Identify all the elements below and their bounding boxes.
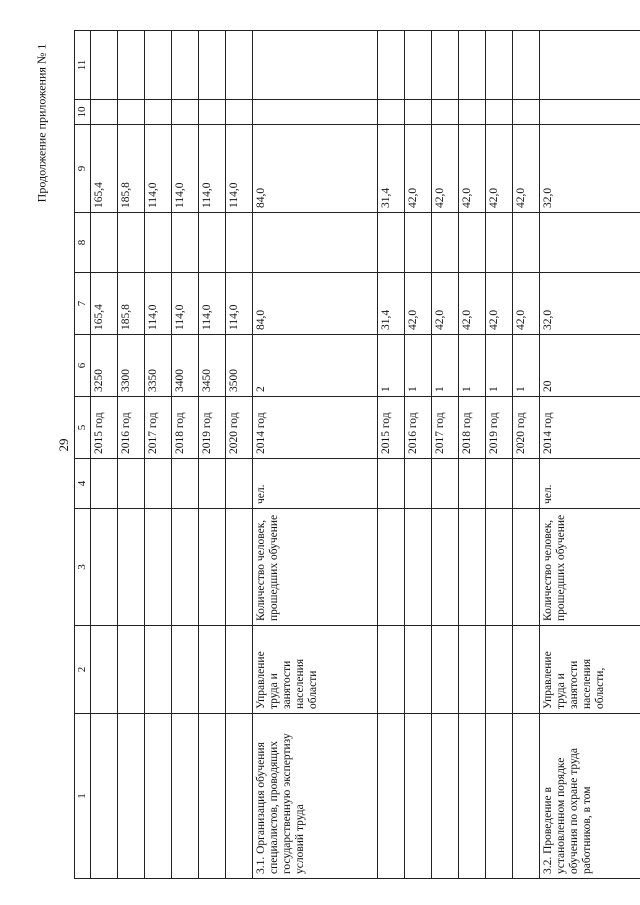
continuation-label: Продолжение приложения № 1 [34,43,49,203]
table-cell-col9: 114,0 [199,125,226,213]
table-cell-col2 [378,626,405,714]
table-cell-col3 [145,509,172,626]
table-cell-col3: Количество человек, прошедших обучение [253,509,378,626]
table-cell-col9: 42,0 [459,125,486,213]
table-cell-col3 [486,509,513,626]
col-num-4: 4 [75,459,91,509]
table-cell-col4 [145,459,172,509]
table-cell-col3 [199,509,226,626]
table-cell-col10 [486,100,513,125]
table-cell-col5: 2019 год [486,397,513,459]
table-cell-col1 [226,714,253,879]
table-cell-col6: 1 [513,335,540,397]
col-num-8: 8 [75,213,91,273]
table-cell-col8 [513,213,540,273]
table-cell-col5: 2019 год [199,397,226,459]
table-cell-col7: 165,4 [91,273,118,335]
table-cell-col10 [91,100,118,125]
table-cell-col9: 84,0 [253,125,378,213]
table-cell-col1 [91,714,118,879]
table-cell-col10 [253,100,378,125]
table-cell-col4: чел. [540,459,640,509]
table-cell-col3 [459,509,486,626]
table-cell-col11 [405,31,432,100]
table-cell-col1 [459,714,486,879]
table-row [540,31,640,879]
rotated-table-container [74,31,609,879]
table-row [378,31,405,879]
column-number-row [75,31,91,879]
table-cell-col7: 31,4 [378,273,405,335]
table-cell-col9: 42,0 [486,125,513,213]
col-num-5: 5 [75,397,91,459]
table-cell-col3 [91,509,118,626]
table-cell-col6: 3450 [199,335,226,397]
table-cell-col8 [253,213,378,273]
table-cell-col10 [226,100,253,125]
table-cell-col10 [199,100,226,125]
table-cell-col4 [91,459,118,509]
table-row [118,31,145,879]
table-cell-col3 [513,509,540,626]
table-cell-col11 [172,31,199,100]
table-cell-col5: 2014 год [540,397,640,459]
table-cell-col11 [513,31,540,100]
table-cell-col9: 165,4 [91,125,118,213]
table-cell-col7: 114,0 [226,273,253,335]
table-cell-col11 [378,31,405,100]
col-num-6: 6 [75,335,91,397]
table-cell-col8 [378,213,405,273]
table-row [145,31,172,879]
table-cell-col2 [91,626,118,714]
table-cell-col3 [118,509,145,626]
table-cell-col1 [513,714,540,879]
table-cell-col1 [199,714,226,879]
table-cell-col9: 114,0 [172,125,199,213]
table-cell-col6: 1 [459,335,486,397]
table-cell-col4 [459,459,486,509]
table-cell-col8 [486,213,513,273]
table-cell-col8 [405,213,432,273]
table-cell-col10 [513,100,540,125]
table-cell-col11 [459,31,486,100]
table-cell-col9: 42,0 [513,125,540,213]
table-cell-col10 [145,100,172,125]
table-cell-col8 [226,213,253,273]
table-cell-col6: 3250 [91,335,118,397]
table-cell-col2 [486,626,513,714]
table-cell-col1 [378,714,405,879]
table-cell-col9: 42,0 [405,125,432,213]
table-cell-col11 [199,31,226,100]
table-cell-col10 [432,100,459,125]
table-cell-col2 [145,626,172,714]
table-cell-col5: 2014 год [253,397,378,459]
table-cell-col4 [513,459,540,509]
table-cell-col2 [172,626,199,714]
col-num-1: 1 [75,714,91,879]
table-cell-col10 [172,100,199,125]
table-cell-col9: 114,0 [145,125,172,213]
table-cell-col4 [486,459,513,509]
col-num-2: 2 [75,626,91,714]
table-cell-col11 [118,31,145,100]
table-cell-col10 [540,100,640,125]
table-cell-col7: 114,0 [199,273,226,335]
table-cell-col1 [432,714,459,879]
page-number: 29 [56,438,71,452]
table-cell-col7: 42,0 [486,273,513,335]
table-cell-col1: 3.2. Проведение в установленном порядке обучения по охране труда работников, в том [540,714,640,879]
table-cell-col3 [226,509,253,626]
table-cell-col11 [145,31,172,100]
table-row [253,31,378,879]
table-cell-col6: 1 [378,335,405,397]
table-cell-col3 [432,509,459,626]
table-cell-col7: 114,0 [172,273,199,335]
col-num-11: 11 [75,31,91,100]
col-num-7: 7 [75,273,91,335]
table-cell-col6: 3300 [118,335,145,397]
table-cell-col2 [459,626,486,714]
table-row [486,31,513,879]
table-cell-col7: 42,0 [405,273,432,335]
table-cell-col5: 2017 год [432,397,459,459]
table-cell-col6: 3500 [226,335,253,397]
table-cell-col11 [540,31,640,100]
table-cell-col2 [118,626,145,714]
table-cell-col4 [118,459,145,509]
table-cell-col5: 2020 год [226,397,253,459]
table-cell-col8 [199,213,226,273]
table-row [459,31,486,879]
table-row [432,31,459,879]
table-cell-col6: 1 [486,335,513,397]
table-row [405,31,432,879]
table-cell-col1 [118,714,145,879]
table-cell-col2: Управление труда и занятости населения области, [540,626,640,714]
table-cell-col2 [199,626,226,714]
table-cell-col6: 1 [405,335,432,397]
table-cell-col8 [459,213,486,273]
table-cell-col11 [432,31,459,100]
table-cell-col5: 2016 год [118,397,145,459]
table-cell-col10 [118,100,145,125]
table-cell-col11 [253,31,378,100]
table-row [226,31,253,879]
table-cell-col4 [226,459,253,509]
table-cell-col6: 1 [432,335,459,397]
table-cell-col3 [405,509,432,626]
col-num-9: 9 [75,125,91,213]
table-cell-col9: 185,8 [118,125,145,213]
table-cell-col8 [540,213,640,273]
table-cell-col5: 2018 год [172,397,199,459]
table-cell-col8 [172,213,199,273]
table-cell-col5: 2018 год [459,397,486,459]
table-cell-col4: чел. [253,459,378,509]
table-cell-col2: Управление труда и занятости населения области [253,626,378,714]
table-cell-col3 [172,509,199,626]
table-cell-col9: 114,0 [226,125,253,213]
table-cell-col2 [405,626,432,714]
table-cell-col7: 114,0 [145,273,172,335]
table-cell-col7: 32,0 [540,273,640,335]
table-cell-col7: 42,0 [513,273,540,335]
table-cell-col8 [432,213,459,273]
table-cell-col9: 32,0 [540,125,640,213]
table-cell-col8 [91,213,118,273]
table-row [91,31,118,879]
table-cell-col5: 2016 год [405,397,432,459]
table-cell-col1 [405,714,432,879]
table-cell-col10 [378,100,405,125]
table-cell-col7: 42,0 [432,273,459,335]
table-cell-col1 [145,714,172,879]
table-cell-col6: 20 [540,335,640,397]
table-cell-col4 [405,459,432,509]
table-cell-col7: 185,8 [118,273,145,335]
table-cell-col3: Количество человек, прошедших обучение [540,509,640,626]
table-cell-col2 [226,626,253,714]
col-num-3: 3 [75,509,91,626]
table-cell-col10 [405,100,432,125]
table-cell-col3 [378,509,405,626]
table-cell-col6: 2 [253,335,378,397]
table-cell-col1 [486,714,513,879]
table-cell-col9: 31,4 [378,125,405,213]
table-cell-col2 [432,626,459,714]
table-cell-col6: 3400 [172,335,199,397]
table-cell-col9: 42,0 [432,125,459,213]
table-cell-col5: 2020 год [513,397,540,459]
table-cell-col10 [459,100,486,125]
col-num-10: 10 [75,100,91,125]
table-cell-col4 [172,459,199,509]
table-cell-col2 [513,626,540,714]
table-row [172,31,199,879]
table-cell-col8 [118,213,145,273]
table-cell-col5: 2017 год [145,397,172,459]
table-cell-col6: 3350 [145,335,172,397]
program-table [74,30,640,879]
table-cell-col11 [486,31,513,100]
table-cell-col4 [199,459,226,509]
table-cell-col4 [378,459,405,509]
table-cell-col7: 42,0 [459,273,486,335]
table-cell-col4 [432,459,459,509]
table-cell-col7: 84,0 [253,273,378,335]
table-cell-col1: 3.1. Организация обучения специалистов, проводящих государственную экспертизу условий труда [253,714,378,879]
table-row [513,31,540,879]
table-cell-col1 [172,714,199,879]
table-cell-col5: 2015 год [378,397,405,459]
table-row [199,31,226,879]
table-cell-col8 [145,213,172,273]
table-cell-col11 [91,31,118,100]
table-cell-col11 [226,31,253,100]
table-cell-col5: 2015 год [91,397,118,459]
